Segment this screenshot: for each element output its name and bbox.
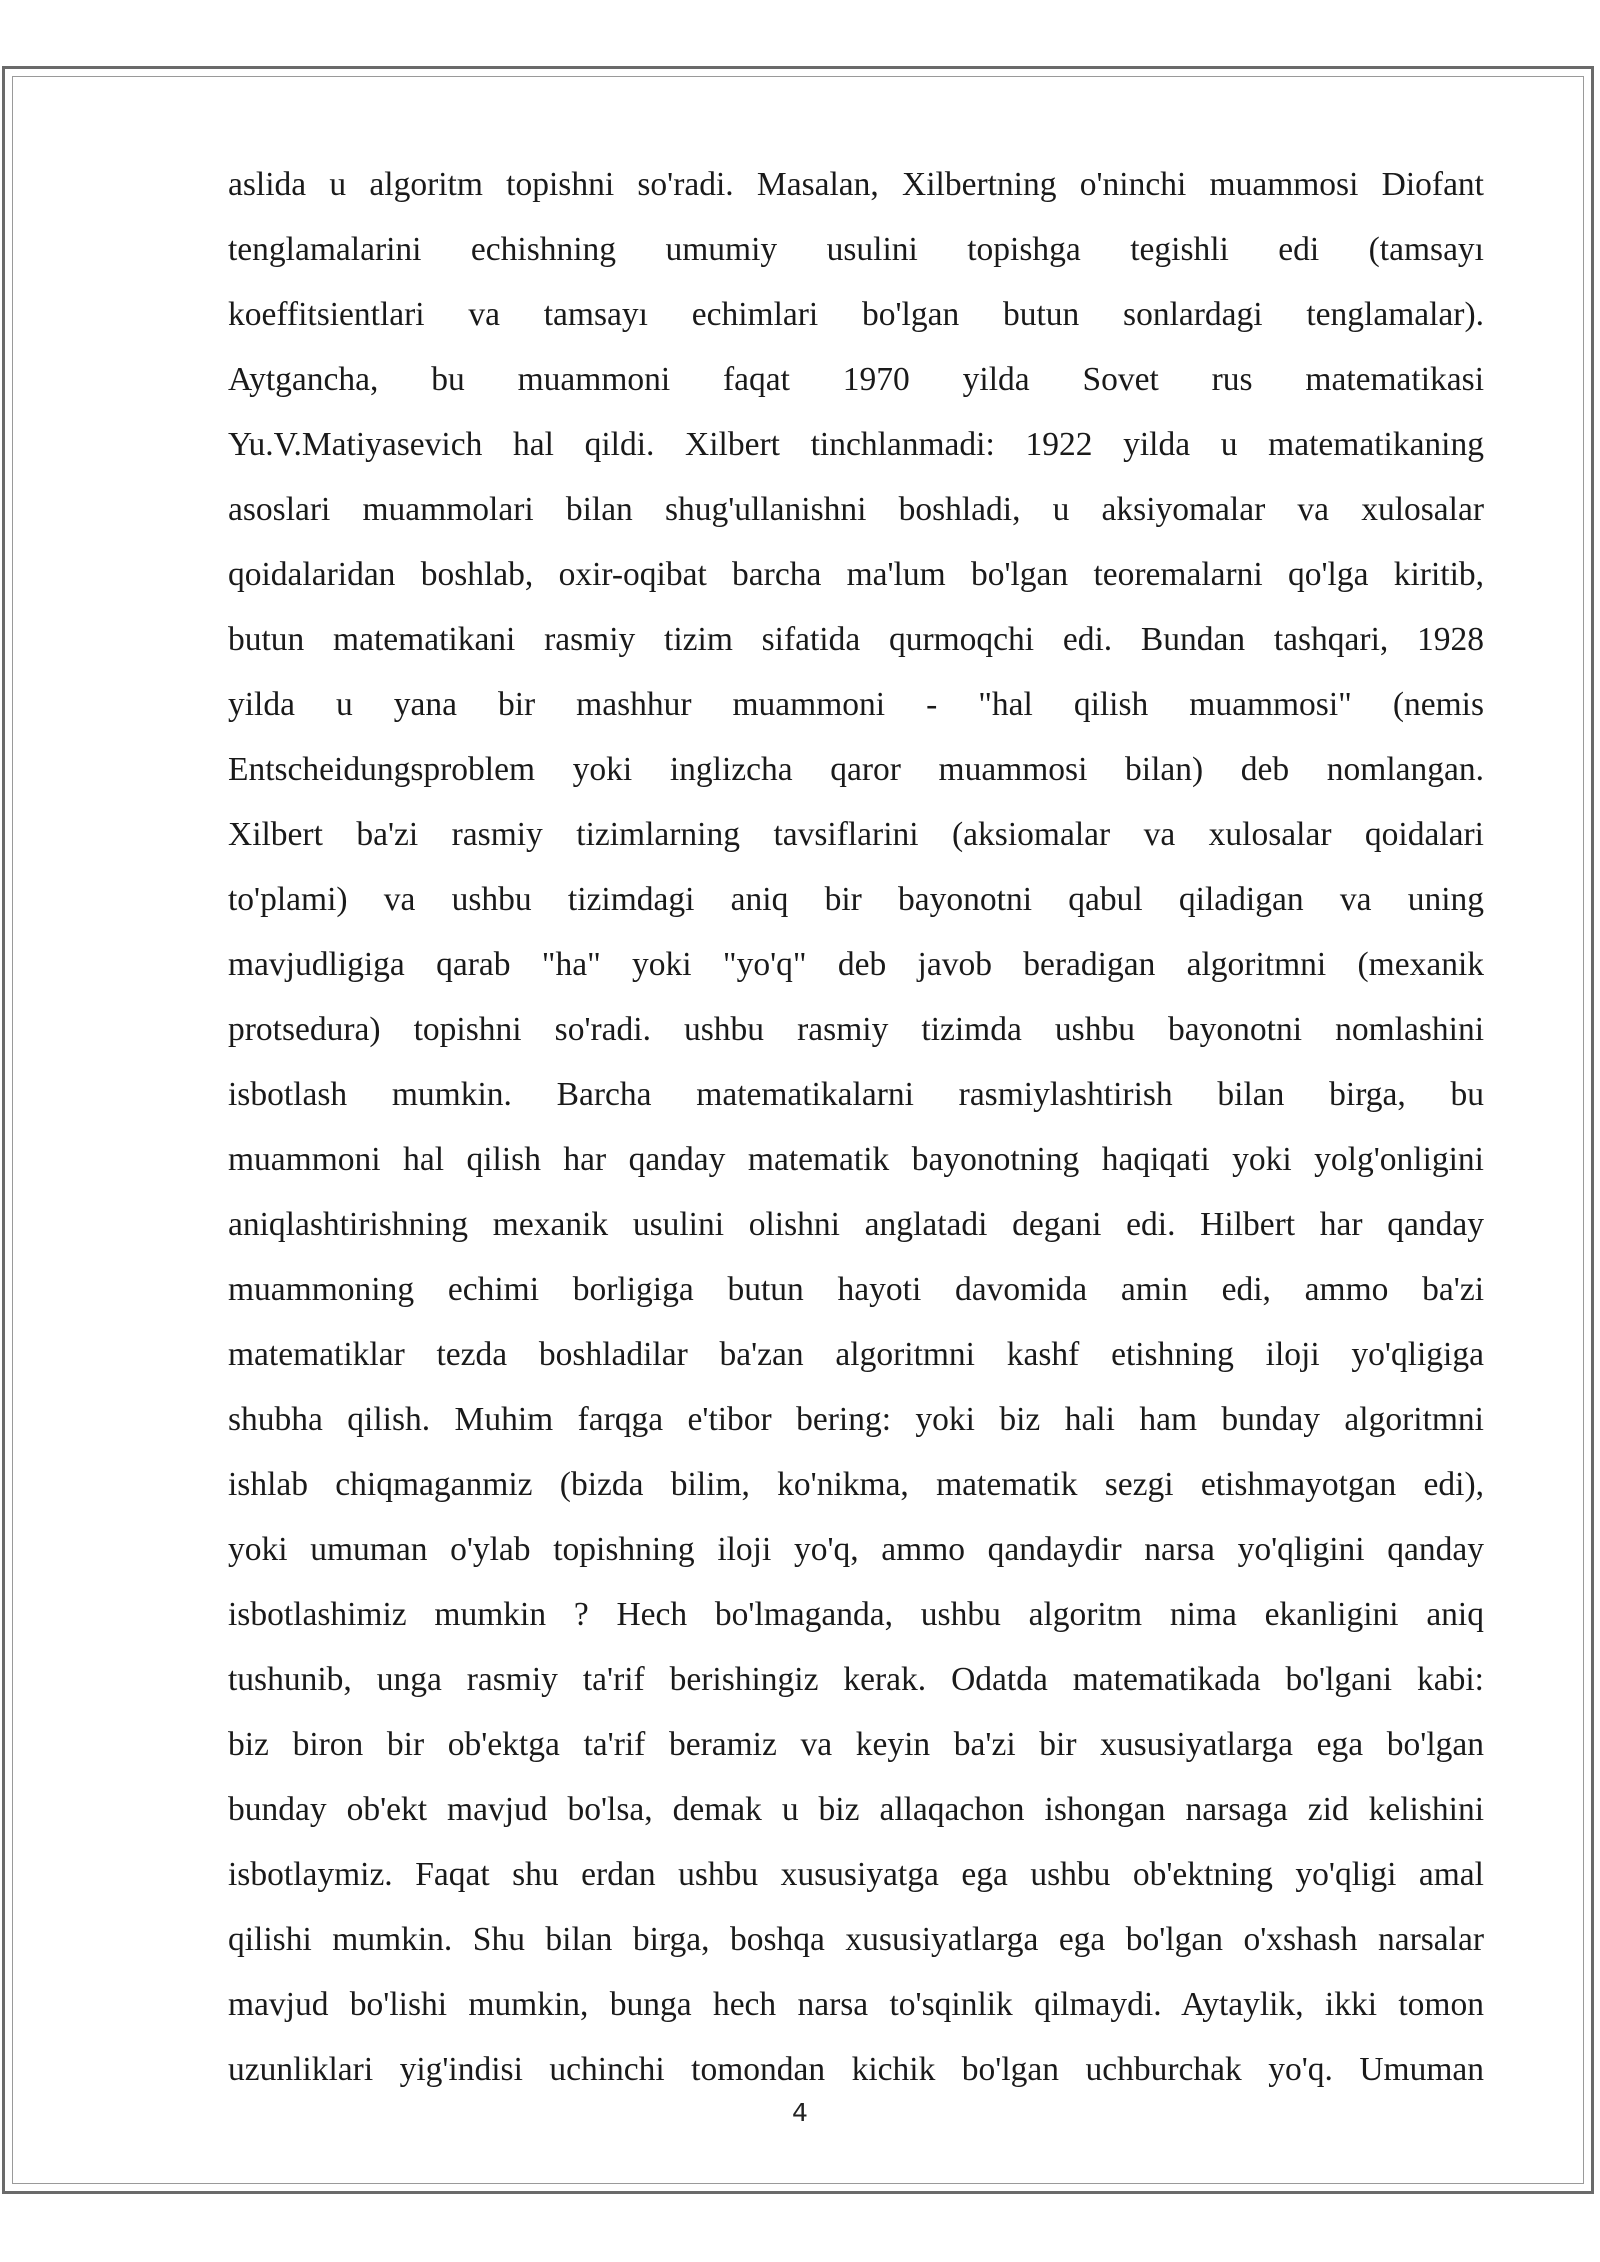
text-line: isbotlaymiz. Faqat shu erdan ushbu xususiyatga ega ushbu ob'ektning yo'qligi amal xyxy=(228,1856,1484,1893)
text-line: yilda u yana bir mashhur muammoni - "hal qilish muammosi" (nemis xyxy=(228,686,1484,723)
text-line: matematiklar tezda boshladilar ba'zan algoritmni kashf etishning iloji yo'qligiga xyxy=(228,1336,1484,1373)
text-line: koeffitsientlari va tamsayı echimlari bo'lgan butun sonlardagi tenglamalar). xyxy=(228,296,1484,333)
text-line: aniqlashtirishning mexanik usulini olishni anglatadi degani edi. Hilbert har qanday xyxy=(228,1206,1484,1243)
text-line: mavjud bo'lishi mumkin, bunga hech narsa to'sqinlik qilmaydi. Aytaylik, ikki tomon xyxy=(228,1986,1484,2023)
text-line: biz biron bir ob'ektga ta'rif beramiz va keyin ba'zi bir xususiyatlarga ega bo'lgan xyxy=(228,1726,1484,1763)
text-line: to'plami) va ushbu tizimdagi aniq bir bayonotni qabul qiladigan va uning xyxy=(228,881,1484,918)
text-line: aslida u algoritm topishni so'radi. Masalan, Xilbertning o'ninchi muammosi Diofant xyxy=(228,166,1484,203)
text-line: asoslari muammolari bilan shug'ullanishni boshladi, u aksiyomalar va xulosalar xyxy=(228,491,1484,528)
text-line: muammoning echimi borligiga butun hayoti davomida amin edi, ammo ba'zi xyxy=(228,1271,1484,1308)
text-line: yoki umuman o'ylab topishning iloji yo'q, ammo qandaydir narsa yo'qligini qanday xyxy=(228,1531,1484,1568)
text-line: ishlab chiqmaganmiz (bizda bilim, ko'nikma, matematik sezgi etishmayotgan edi), xyxy=(228,1466,1484,1503)
text-line: uzunliklari yig'indisi uchinchi tomondan kichik bo'lgan uchburchak yo'q. Umuman xyxy=(228,2051,1484,2088)
text-line: isbotlash mumkin. Barcha matematikalarni rasmiylashtirish bilan birga, bu xyxy=(228,1076,1484,1113)
text-line: muammoni hal qilish har qanday matematik bayonotning haqiqati yoki yolg'onligini xyxy=(228,1141,1484,1178)
text-line: Aytgancha, bu muammoni faqat 1970 yilda Sovet rus matematikasi xyxy=(228,361,1484,398)
body-text xyxy=(228,152,1484,2102)
text-line: qilishi mumkin. Shu bilan birga, boshqa xususiyatlarga ega bo'lgan o'xshash narsalar xyxy=(228,1921,1484,1958)
text-line: bunday ob'ekt mavjud bo'lsa, demak u biz allaqachon ishongan narsaga zid kelishini xyxy=(228,1791,1484,1828)
text-line: Entscheidungsproblem yoki inglizcha qaror muammosi bilan) deb nomlangan. xyxy=(228,751,1484,788)
text-line: tenglamalarini echishning umumiy usulini topishga tegishli edi (tamsayı xyxy=(228,231,1484,268)
text-line: Yu.V.Matiyasevich hal qildi. Xilbert tinchlanmadi: 1922 yilda u matematikaning xyxy=(228,426,1484,463)
text-line: protsedura) topishni so'radi. ushbu rasmiy tizimda ushbu bayonotni nomlashini xyxy=(228,1011,1484,1048)
text-line: Xilbert ba'zi rasmiy tizimlarning tavsiflarini (aksiomalar va xulosalar qoidalari xyxy=(228,816,1484,853)
text-line: tushunib, unga rasmiy ta'rif berishingiz kerak. Odatda matematikada bo'lgani kabi: xyxy=(228,1661,1484,1698)
text-line: isbotlashimiz mumkin ? Hech bo'lmaganda, ushbu algoritm nima ekanligini aniq xyxy=(228,1596,1484,1633)
text-line: qoidalaridan boshlab, oxir-oqibat barcha ma'lum bo'lgan teoremalarni qo'lga kiritib, xyxy=(228,556,1484,593)
text-line: mavjudligiga qarab "ha" yoki "yo'q" deb javob beradigan algoritmni (mexanik xyxy=(228,946,1484,983)
text-line: butun matematikani rasmiy tizim sifatida qurmoqchi edi. Bundan tashqari, 1928 xyxy=(228,621,1484,658)
text-line: shubha qilish. Muhim farqga e'tibor bering: yoki biz hali ham bunday algoritmni xyxy=(228,1401,1484,1438)
page-number: 4 xyxy=(792,2098,808,2127)
